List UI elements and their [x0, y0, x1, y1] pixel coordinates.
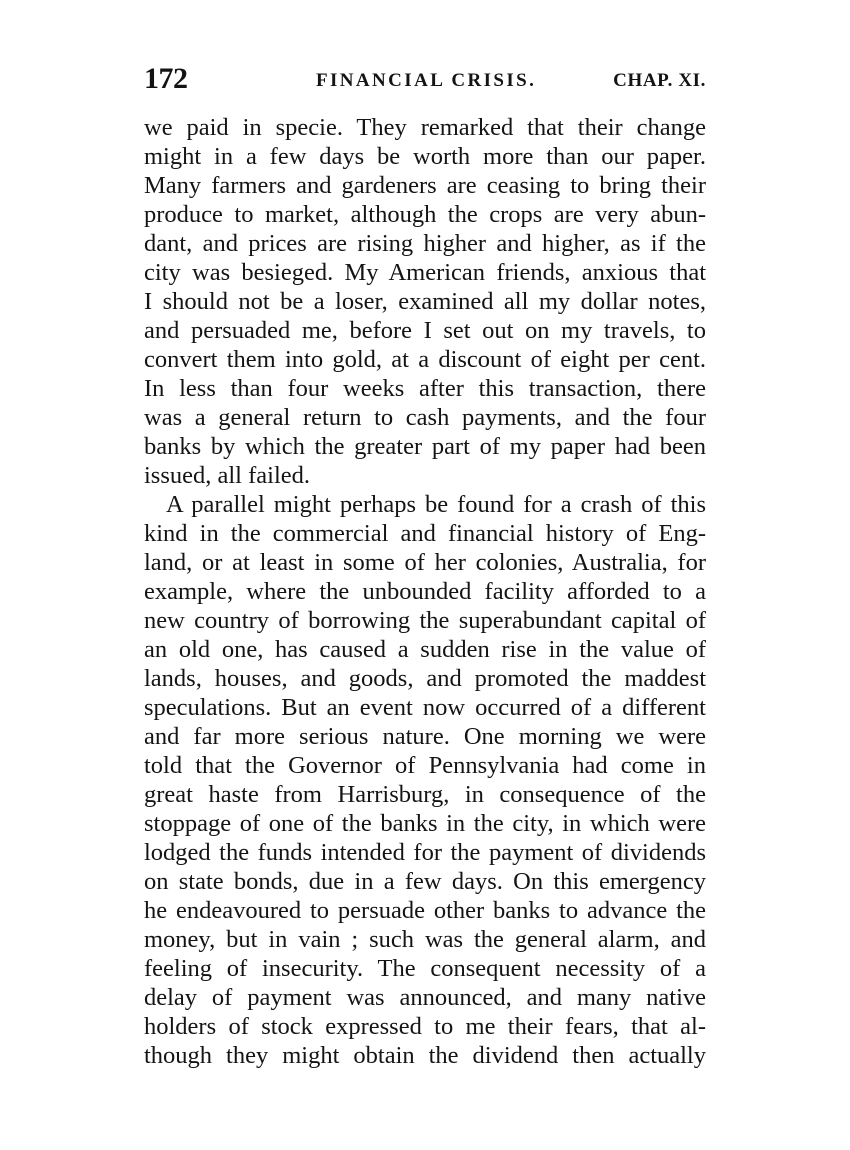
text-line: and persuaded me, before I set out on my travels, to: [144, 317, 706, 344]
text-line: holders of stock expressed to me their fears, that al-: [144, 1013, 706, 1040]
text-line: speculations. But an event now occurred of a different: [144, 694, 706, 721]
text-line: convert them into gold, at a discount of eight per cent.: [144, 346, 706, 373]
text-line: great haste from Harrisburg, in consequence of the: [144, 781, 706, 808]
text-line: told that the Governor of Pennsylvania had come in: [144, 752, 706, 779]
text-line: example, where the unbounded facility afforded to a: [144, 578, 706, 605]
text-line: and far more serious nature. One morning we were: [144, 723, 706, 750]
text-line: banks by which the greater part of my paper had been: [144, 433, 706, 460]
text-line: lands, houses, and goods, and promoted the maddest: [144, 665, 706, 692]
body-text: [144, 113, 706, 1070]
text-line: city was besieged. My American friends, anxious that: [144, 259, 706, 286]
text-line: lodged the funds intended for the payment of dividends: [144, 839, 706, 866]
text-line: though they might obtain the dividend then actually: [144, 1042, 706, 1069]
text-line: dant, and prices are rising higher and higher, as if the: [144, 230, 706, 257]
running-title: FINANCIAL CRISIS.: [316, 70, 537, 91]
text-line: new country of borrowing the superabundant capital of: [144, 607, 706, 634]
text-line: might in a few days be worth more than our paper.: [144, 143, 706, 170]
text-line: on state bonds, due in a few days. On this emergency: [144, 868, 706, 895]
paragraph-end-line: issued, all failed.: [144, 462, 311, 489]
text-line: stoppage of one of the banks in the city, in which were: [144, 810, 706, 837]
text-line: he endeavoured to persuade other banks to advance the: [144, 897, 706, 924]
text-line: money, but in vain ; such was the general alarm, and: [144, 926, 706, 953]
page-number: 172: [144, 62, 188, 95]
running-head: [144, 60, 706, 100]
text-line: land, or at least in some of her colonies, Australia, for: [144, 549, 706, 576]
text-line: I should not be a loser, examined all my dollar notes,: [144, 288, 706, 315]
text-line: feeling of insecurity. The consequent necessity of a: [144, 955, 706, 982]
text-line: In less than four weeks after this transaction, there: [144, 375, 706, 402]
text-line: we paid in specie. They remarked that their change: [144, 114, 706, 141]
text-line: was a general return to cash payments, and the four: [144, 404, 706, 431]
text-line: delay of payment was announced, and many native: [144, 984, 706, 1011]
chapter-label: CHAP. XI.: [613, 70, 706, 91]
paragraph-start-line: A parallel might perhaps be found for a crash of this: [166, 491, 706, 518]
text-line: produce to market, although the crops are very abun-: [144, 201, 706, 228]
text-line: kind in the commercial and financial history of Eng-: [144, 520, 706, 547]
text-line: Many farmers and gardeners are ceasing to bring their: [144, 172, 706, 199]
text-line: an old one, has caused a sudden rise in the value of: [144, 636, 706, 663]
